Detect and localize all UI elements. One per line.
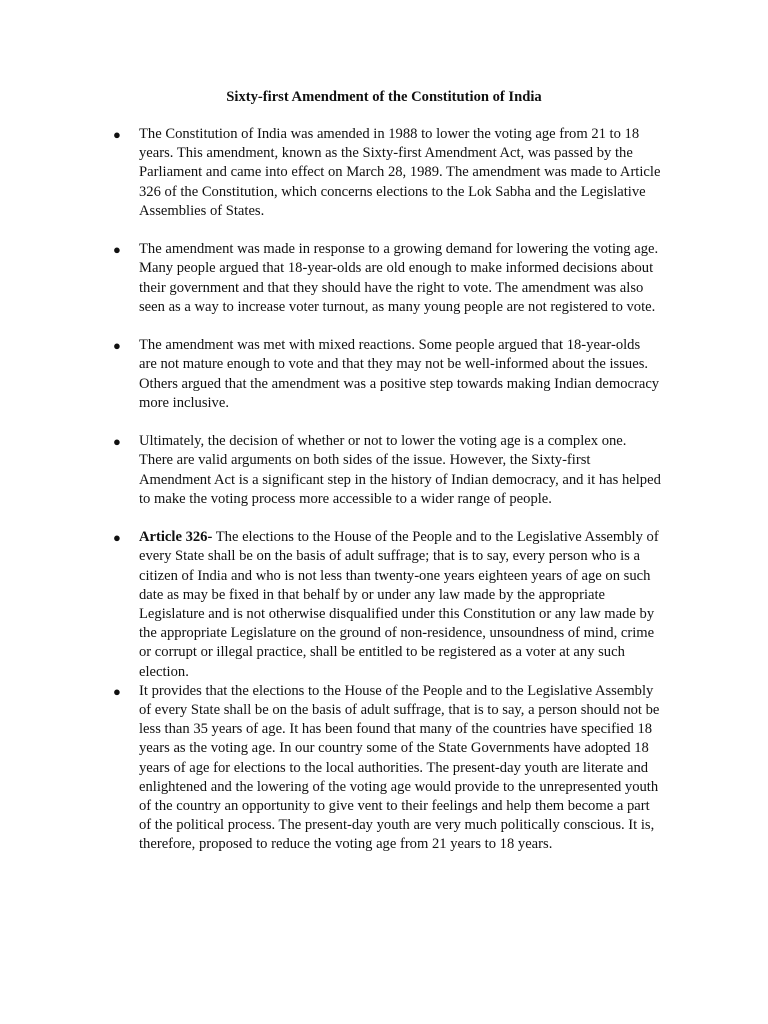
list-item (113, 432, 661, 509)
bullet-text: It provides that the elections to the House of the People and to the Legislative Assembly of every State shall be on the basis of adult suffrage, that is to say, a person should not be less than 35 years of age. It has been found that many of the countries have specified 18 years as the voting age. In our country some of the State Governments have adopted 18 years of age for elections to the local authorities. The present-day youth are literate and enlightened and the lowering of the voting age would provide to the unrepresented youth of the country an opportunity to give vent to their feelings and help them become a part of the political process. The present-day youth are very much politically conscious. It is, therefore, proposed to reduce the voting age from 21 years to 18 years. (139, 682, 660, 853)
bullet-lead: Article 326- (139, 529, 213, 546)
list-item (113, 336, 661, 413)
list-item (113, 682, 661, 855)
bullet-text: The amendment was met with mixed reactions. Some people argued that 18-year-olds are not mature enough to vote and that they may not be well-informed about the issues. Others argued that the amendment was a positive step towards making Indian democracy more inclusive. (139, 337, 660, 411)
bullet-list (113, 125, 661, 855)
bullet-icon: ● (113, 434, 121, 450)
bullet-text: The Constitution of India was amended in 1988 to lower the voting age from 21 to 18 years. This amendment, known as the Sixty-first Amendment Act, was passed by the Parliament and came into effect on March 28, 1989. The amendment was made to Article 326 of the Constitution, which concerns elections to the Lok Sabha and the Legislative Assemblies of States. (139, 126, 661, 219)
bullet-text: The elections to the House of the People and to the Legislative Assembly of every State shall be on the basis of adult suffrage; that is to say, every person who is a citizen of India and who is not less than twenty-one years eighteen years of age on such date as may be fixed in that behalf by or under any law made by the appropriate Legislature and is not otherwise disqualified under this Constitution or any law made by the appropriate Legislature on the ground of non-residence, unsoundness of mind, crime or corrupt or illegal practice, shall be entitled to be registered as a voter at any such election. (139, 529, 659, 680)
bullet-icon: ● (113, 530, 121, 546)
bullet-icon: ● (113, 127, 121, 142)
bullet-icon: ● (113, 242, 121, 258)
bullet-icon: ● (113, 683, 121, 699)
bullet-text: Ultimately, the decision of whether or not to lower the voting age is a complex one. There are valid arguments on both sides of the issue. However, the Sixty-first Amendment Act is a significant step in the history of Indian democracy, and it has helped to make the voting process more accessible to a wider range of people. (139, 433, 661, 507)
bullet-icon: ● (113, 338, 121, 354)
list-item (113, 240, 661, 317)
list-item (113, 528, 661, 682)
bullet-text: The amendment was made in response to a growing demand for lowering the voting age. Many people argued that 18-year-olds are old enough to make informed decisions about their government and that they should have the right to vote. The amendment was also seen as a way to increase voter turnout, as many young people are not registered to vote. (139, 241, 659, 315)
list-item (113, 125, 661, 221)
page-title: Sixty-first Amendment of the Constitution of India (226, 89, 542, 105)
